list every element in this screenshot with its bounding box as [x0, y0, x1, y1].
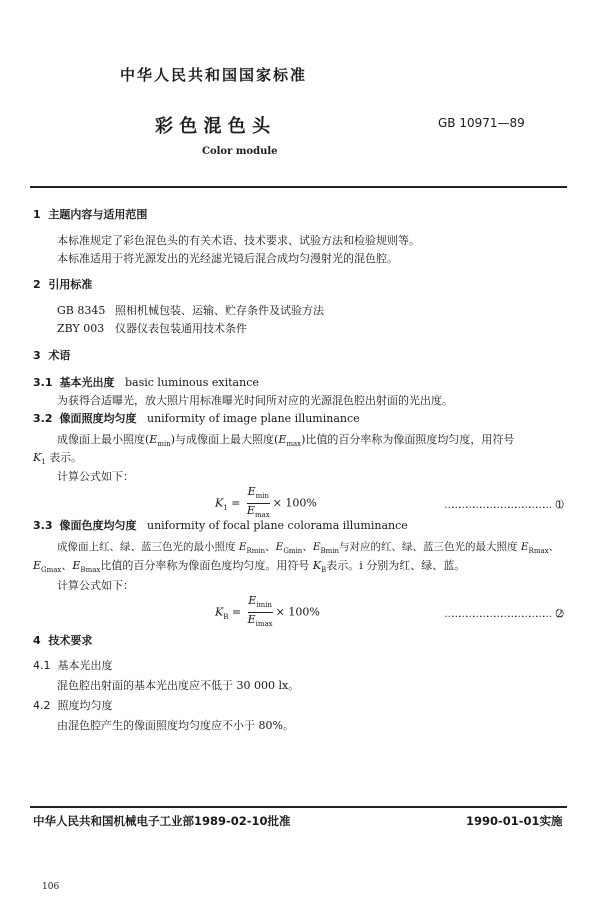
- equation-number-1: ………………………………………（ 1 ）: [444, 500, 567, 512]
- header-rule: [30, 186, 567, 188]
- standard-code: GB 10971—89: [438, 116, 525, 130]
- requirement-4-1-text: 混色腔出射面的基本光出度应不低于 30 000 lx。: [57, 679, 300, 692]
- term-3-3-definition: 成像面上红、绿、蓝三色光的最小照度 $E_{Rmin}$、$E_{Gmin}$、$E_{Bmin}$与对应的红、绿、蓝三色光的最大照度 $E_{Rmax}$、: [57, 541, 560, 556]
- formula-intro: 计算公式如下：: [57, 579, 134, 592]
- formula-2-row: [215, 594, 567, 631]
- section-4-heading: 4 技术要求: [33, 634, 93, 647]
- issuing-body: 中华人民共和国国家标准: [120, 66, 308, 84]
- equation-number-2: ………………………………………（ 2 ）: [444, 609, 567, 621]
- term-3-3-definition-cont: $E_{Gmax}$、$E_{Bmax}$比值的百分率称为像面色度均匀度。用符号 $K_B$表示。i 分别为红、绿、蓝。: [33, 559, 466, 575]
- section-1-para-2: 本标准适用于将光源发出的光经滤光镜后混合成均匀漫射光的混色腔。: [57, 252, 398, 265]
- reference-item: GB 8345 照相机械包装、运输、贮存条件及试验方法: [57, 304, 324, 317]
- requirement-4-2-text: 由混色腔产生的像面照度均匀度应不小于 80%。: [57, 719, 294, 732]
- reference-item: ZBY 003 仪器仪表包装通用技术条件: [57, 322, 247, 335]
- requirement-4-1-heading: 4.1 基本光出度: [33, 659, 113, 672]
- term-3-3-heading: 3.3 像面色度均匀度 uniformity of focal plane colorama illuminance: [33, 519, 408, 532]
- formula-2: $K_B$ = $\frac{E_{imin}}{E_{imax}}$ × 100%: [215, 594, 320, 629]
- section-1-heading: 1 主题内容与适用范围: [33, 208, 148, 221]
- term-3-2-definition: 成像面上最小照度$(E_{min})$与成像面上最大照度$(E_{max})$比值的百分率称为像面照度均匀度，用符号: [57, 433, 515, 449]
- page-number: 106: [42, 882, 60, 892]
- effective-date: 1990-01-01实施: [466, 814, 563, 828]
- footer-rule: [30, 806, 567, 808]
- document-title: 彩 色 混 色 头: [155, 116, 271, 137]
- section-1-para-1: 本标准规定了彩色混色头的有关术语、技术要求、试验方法和检验规则等。: [57, 234, 420, 247]
- approval-note: 中华人民共和国机械电子工业部1989-02-10批准: [33, 814, 291, 828]
- term-3-2-definition-cont: $K_1$ 表示。: [33, 451, 83, 467]
- formula-1: $K_1$ = $\frac{E_{min}}{E_{max}}$ × 100%: [215, 485, 317, 520]
- term-3-2-heading: 3.2 像面照度均匀度 uniformity of image plane illuminance: [33, 412, 360, 425]
- term-3-1-heading: 3.1 基本光出度 basic luminous exitance: [33, 376, 259, 389]
- section-3-heading: 3 术语: [33, 349, 71, 362]
- section-2-heading: 2 引用标准: [33, 278, 93, 291]
- english-title: Color module: [202, 146, 278, 157]
- requirement-4-2-heading: 4.2 照度均匀度: [33, 699, 113, 712]
- formula-intro: 计算公式如下：: [57, 470, 134, 483]
- term-3-1-definition: 为获得合适曝光，放大照片用标准曝光时间所对应的光源混色腔出射面的光出度。: [57, 394, 453, 407]
